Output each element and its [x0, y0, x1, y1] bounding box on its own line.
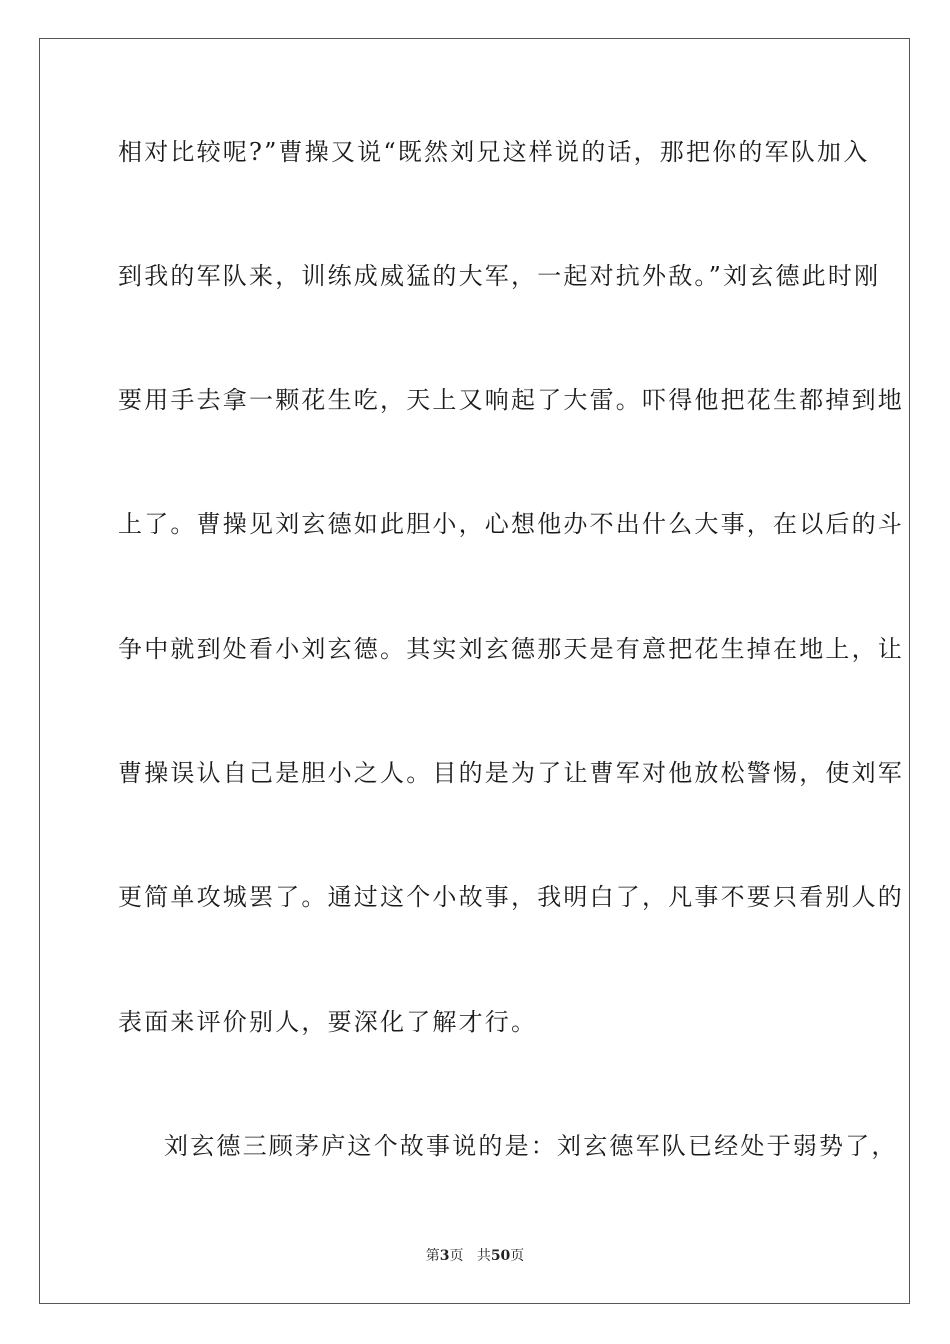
paragraph-line-3: 要用手去拿一颗花生吃，天上又响起了大雷。吓得他把花生都掉到地: [118, 386, 904, 414]
page-number: 3: [439, 1248, 450, 1264]
paragraph-line-6: 曹操误认自己是胆小之人。目的是为了让曹军对他放松警惕，使刘军: [118, 759, 904, 787]
paragraph-line-5: 争中就到处看小刘玄德。其实刘玄德那天是有意把花生掉在地上，让: [118, 635, 904, 663]
paragraph-line-7: 更简单攻城罢了。通过这个小故事，我明白了，凡事不要只看别人的: [118, 883, 904, 911]
paragraph-line-2: 到我的军队来，训练成威猛的大军，一起对抗外敌。”刘玄德此时刚: [118, 262, 881, 290]
paragraph-line-9: 刘玄德三顾茅庐这个故事说的是：刘玄德军队已经处于弱势了，: [164, 1132, 898, 1160]
total-suffix: 页: [510, 1248, 525, 1264]
page-prefix: 第: [425, 1248, 440, 1264]
paragraph-line-1: 相对比较呢?”曹操又说“既然刘兄这样说的话，那把你的军队加入: [118, 138, 870, 166]
total-pages: 50: [490, 1248, 511, 1264]
paragraph-line-8: 表面来评价别人，要深化了解才行。: [118, 1008, 538, 1036]
page-border: [39, 38, 910, 1304]
total-prefix: 共: [476, 1248, 491, 1264]
page-suffix: 页: [449, 1248, 464, 1264]
paragraph-line-4: 上了。曹操见刘玄德如此胆小，心想他办不出什么大事，在以后的斗: [118, 510, 904, 538]
page-footer: [0, 1247, 950, 1265]
